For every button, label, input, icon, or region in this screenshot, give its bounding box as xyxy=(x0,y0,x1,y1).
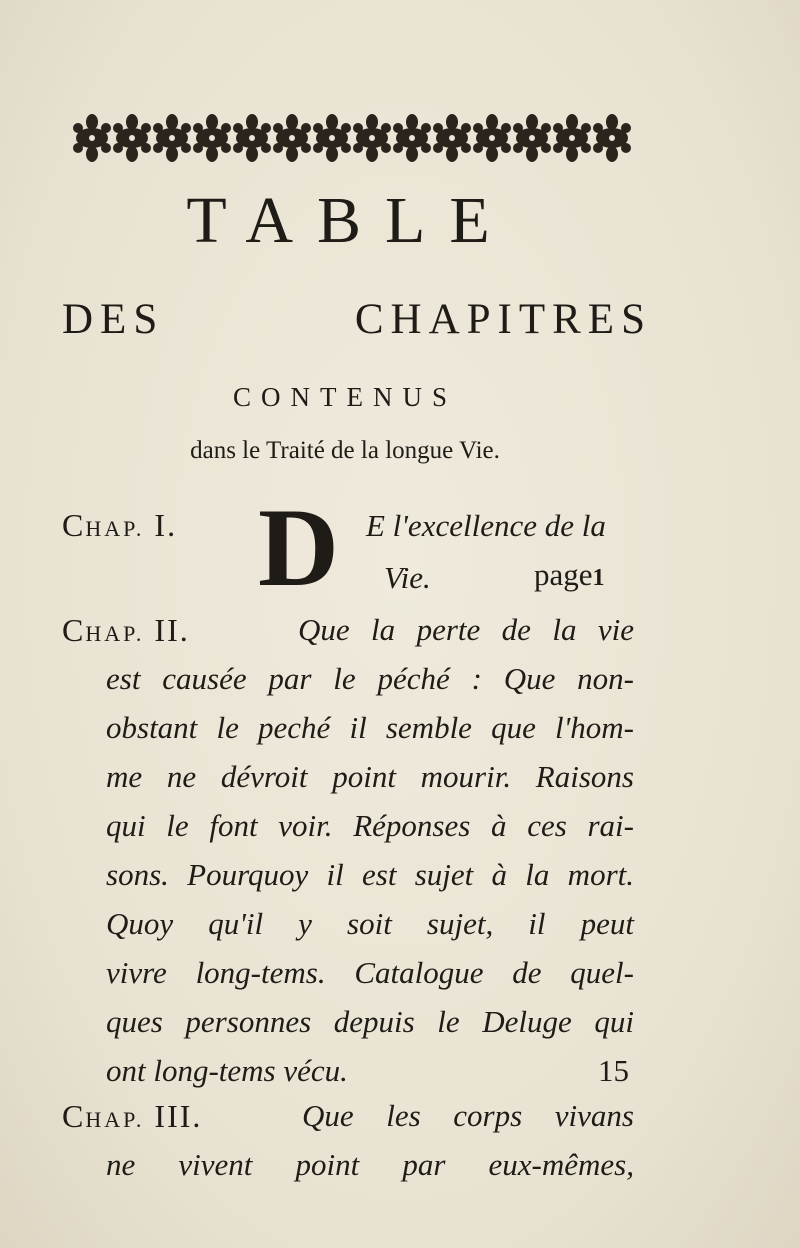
chapter-2-line-2: est causée par le péché : Que non- xyxy=(106,661,634,696)
ornamental-fleuron-band xyxy=(72,108,640,168)
chapter-2-line-4: me ne dévroit point mourir. Raisons xyxy=(106,759,634,794)
chapter-3-label: CHAP. III. xyxy=(62,1098,203,1134)
chapter-2-line-9: ques personnes depuis le Deluge qui xyxy=(106,1004,634,1039)
chapter-2-line-1: Que la perte de la vie xyxy=(298,612,634,647)
treatise-line: dans le Traité de la longue Vie. xyxy=(190,437,500,464)
chapter-2-line-6: sons. Pourquoy il est sujet à la mort. xyxy=(106,857,634,892)
chapter-2-line-3: obstant le peché il semble que l'hom- xyxy=(106,710,634,745)
chapter-2-line-5: qui le font voir. Réponses à ces rai- xyxy=(106,808,634,843)
chapter-1-line-2: Vie. xyxy=(384,560,431,595)
chapter-2-line-7: Quoy qu'il y soit sujet, il peut xyxy=(106,906,634,941)
page-subtitle: DES CHAPITRES xyxy=(62,296,652,343)
chapter-2-page-ref: 15 xyxy=(598,1053,629,1088)
chapter-1-label: CHAP. I. xyxy=(62,507,178,543)
chapter-2-line-8: vivre long-tems. Catalogue de quel- xyxy=(106,955,634,990)
contenus-heading: CONTENUS xyxy=(232,382,457,412)
chapter-3-line-1: Que les corps vivans xyxy=(302,1098,634,1133)
chapter-3-line-2: ne vivent point par eux-mêmes, xyxy=(106,1147,634,1182)
chapter-1-dropcap: D xyxy=(258,486,339,610)
chapter-1-page-ref: page1 xyxy=(534,557,605,592)
chapter-2-line-10: ont long-tems vécu. xyxy=(106,1053,348,1088)
chapter-2-label: CHAP. II. xyxy=(62,612,190,648)
chapter-1-line-1: E l'excellence de la xyxy=(366,508,606,543)
page-title: TABLE xyxy=(186,184,514,257)
